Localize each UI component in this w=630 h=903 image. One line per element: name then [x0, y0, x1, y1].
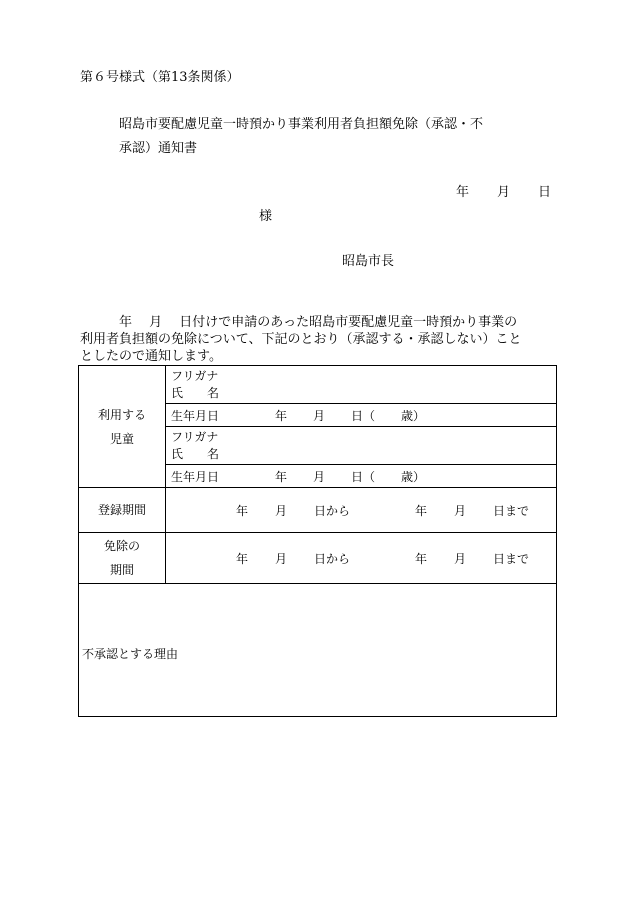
registration-to-year: 年 — [415, 503, 428, 518]
date-day: 日 — [538, 185, 552, 200]
registration-period-cell[interactable] — [166, 488, 557, 533]
registration-from-month: 月 — [275, 503, 288, 518]
child2-birth-year: 年 — [275, 469, 288, 484]
date-year: 年 — [456, 185, 470, 200]
registration-period-row — [79, 488, 557, 533]
child2-birth-label: 生年月日 — [171, 469, 220, 484]
exemption-to-month: 月 — [454, 551, 467, 566]
document-title-line1: 昭島市要配慮児童一時預かり事業利用者負担額免除（承認・不 — [119, 117, 484, 132]
exemption-from-day: 日から — [314, 551, 351, 566]
child2-name-label: 氏 名 — [171, 446, 220, 461]
exemption-period-cell[interactable] — [166, 533, 557, 584]
child1-name-cell[interactable] — [166, 366, 557, 404]
registration-to-month: 月 — [454, 503, 467, 518]
registration-to-day: 日まで — [493, 503, 530, 518]
child2-age: 歳） — [401, 469, 426, 484]
child2-birth-cell[interactable] — [166, 465, 557, 488]
notice-body-line1: 年 月 日付けで申請のあった昭島市要配慮児童一時預かり事業の — [80, 315, 518, 330]
child1-name-label: 氏 名 — [171, 385, 220, 400]
child-label-line2: 児童 — [109, 431, 134, 446]
exemption-label-line1: 免除の — [103, 539, 140, 553]
notice-body-line3: としたので通知します。 — [80, 349, 222, 364]
issuer: 昭島市長 — [342, 254, 395, 269]
exemption-to-day: 日まで — [493, 551, 530, 566]
child2-name-cell[interactable] — [166, 427, 557, 465]
exemption-period-label-cell — [79, 533, 166, 584]
registration-from-year: 年 — [236, 503, 249, 518]
exemption-period-row — [79, 533, 557, 584]
notice-body-line2: 利用者負担額の免除について、下記のとおり（承認する・承認しない）こと — [80, 332, 522, 347]
exemption-to-year: 年 — [415, 551, 428, 566]
addressee-suffix: 様 — [259, 209, 273, 224]
issue-date — [456, 181, 551, 200]
exemption-from-month: 月 — [275, 551, 288, 566]
notice-table — [78, 365, 557, 717]
form-number: 第６号様式（第13条関係） — [80, 70, 240, 85]
child1-birth-day: 日（ — [351, 408, 376, 423]
child1-birth-label: 生年月日 — [171, 408, 220, 423]
exemption-from-year: 年 — [236, 551, 249, 566]
exemption-label-line2: 期間 — [109, 563, 134, 577]
rejection-reason-cell[interactable] — [79, 584, 557, 717]
child2-birth-day: 日（ — [351, 469, 376, 484]
rejection-reason-label: 不承認とする理由 — [82, 646, 179, 661]
child1-birth-cell[interactable] — [166, 404, 557, 427]
date-month: 月 — [497, 185, 511, 200]
registration-period-label: 登録期間 — [79, 488, 166, 533]
child1-furigana-label: フリガナ — [171, 368, 219, 383]
child1-birth-month: 月 — [313, 408, 326, 423]
child1-name-row — [79, 366, 557, 404]
child2-furigana-label: フリガナ — [171, 429, 219, 444]
child2-birth-month: 月 — [313, 469, 326, 484]
child1-age: 歳） — [401, 408, 426, 423]
rejection-reason-row — [79, 584, 557, 717]
child1-birth-year: 年 — [275, 408, 288, 423]
child-label-cell — [79, 366, 166, 488]
child-label-line1: 利用する — [97, 407, 146, 422]
document-title-line2: 承認）通知書 — [119, 141, 198, 156]
notice-body — [80, 314, 556, 365]
registration-from-day: 日から — [314, 503, 351, 518]
